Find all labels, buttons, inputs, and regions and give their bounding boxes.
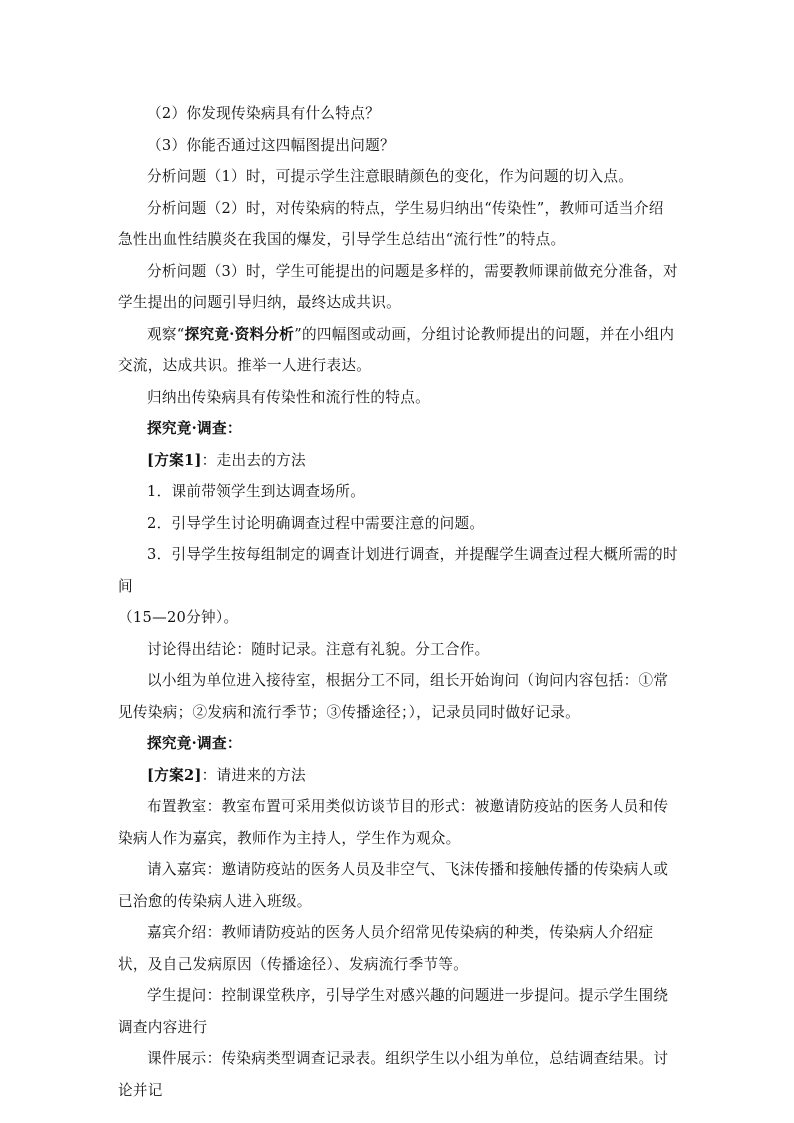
paragraph-classroom-setup: 布置教室：教室布置可采用类似访谈节目的形式：被邀请防疫站的医务人员和传染病人作为嘉宾，教师作为主持人，学生作为观众。	[118, 798, 669, 847]
paragraph-student-questions: 学生提问：控制课堂秩序，引导学生对感兴趣的问题进一步提问。提示学生围绕调查内容进行	[118, 987, 669, 1036]
paragraph-invite-guests: 请入嘉宾：邀请防疫站的医务人员及非空气、飞沫传播和接触传播的传染病人或已治愈的传染病人进入班级。	[118, 861, 669, 910]
plan-1-heading	[118, 445, 678, 477]
plan-1-step-1: 1．课前带领学生到达调查场所。	[147, 483, 366, 500]
observe-lead: 观察“	[147, 325, 185, 343]
paragraph-conclusion: 讨论得出结论：随时记录。注意有礼貌。分工合作。	[147, 640, 490, 658]
plan-2-title: ：请进来的方法	[201, 766, 306, 784]
plan-1-step-2: 2．引导学生讨论明确调查过程中需要注意的问题。	[147, 514, 485, 532]
paragraph-question-2: （2）你发现传染病具有什么特点？	[147, 105, 380, 122]
plan-2-heading	[118, 760, 678, 792]
paragraph-observe	[118, 319, 678, 382]
section-heading-survey-1: 探究竟·调查：	[147, 420, 242, 437]
paragraph-group-interview: 以小组为单位进入接待室，根据分工不同，组长开始询问（询问内容包括：①常见传染病；②发病和流行季节；③传播途径；），记录员同时做好记录。	[118, 672, 669, 721]
paragraph-summary: 归纳出传染病具有传染性和流行性的特点。	[147, 388, 430, 406]
plan-1-step-3-continued: （15—20分钟）。	[118, 609, 239, 626]
paragraph-analysis-3: 分析问题（3）时，学生可能提出的问题是多样的，需要教师课前做充分准备，对学生提出的问题引导归纳，最终达成共识。	[118, 262, 678, 311]
paragraph-guest-intro: 嘉宾介绍：教师请防疫站的医务人员介绍常见传染病的种类，传染病人介绍症状，及自己发病原因（传播途径）、发病流行季节等。	[118, 924, 654, 973]
plan-1-label: [方案1]	[147, 451, 202, 469]
plan-2-label: [方案2]	[147, 766, 202, 784]
paragraph-analysis-2: 分析问题（2）时，对传染病的特点，学生易归纳出“传染性”，教师可适当介绍急性出血性结膜炎在我国的爆发，引导学生总结出“流行性”的特点。	[118, 199, 664, 248]
plan-1-step-3: 3．引导学生按每组制定的调查计划进行调查，并提醒学生调查过程大概所需的时间	[118, 546, 678, 595]
plan-1-title: ：走出去的方法	[201, 451, 306, 469]
observe-highlight: 探究竟·资料分析	[184, 325, 295, 343]
section-heading-survey-2: 探究竟·调查：	[147, 735, 242, 752]
paragraph-analysis-1: 分析问题（1）时，可提示学生注意眼睛颜色的变化，作为问题的切入点。	[147, 168, 634, 185]
paragraph-courseware: 课件展示：传染病类型调查记录表。组织学生以小组为单位，总结调查结果。讨论并记	[118, 1050, 669, 1099]
paragraph-question-3: （3）你能否通过这四幅图提出问题？	[147, 136, 395, 154]
observe-rest: ”的四幅图或动画，分组讨论教师提出的问题，并在小组内交流，达成共识。推举一人进行表达。	[118, 325, 675, 374]
document-body	[118, 98, 678, 1106]
